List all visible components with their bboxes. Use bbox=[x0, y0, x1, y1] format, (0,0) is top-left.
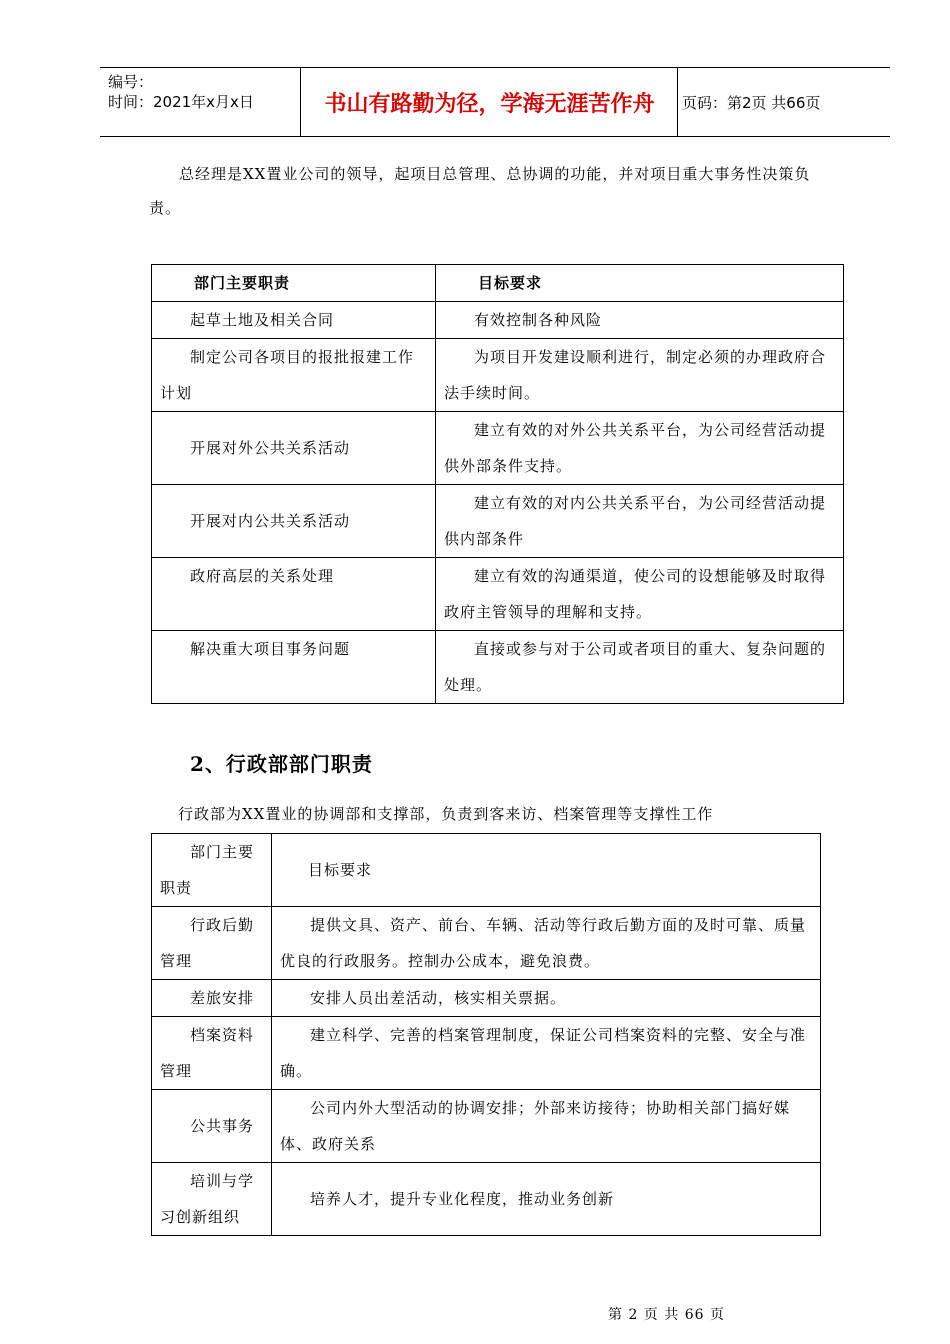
goal-cell: 建立有效的对外公共关系平台，为公司经营活动提供外部条件支持。 bbox=[436, 412, 844, 485]
table-row bbox=[152, 412, 844, 485]
header-divider bbox=[677, 68, 678, 136]
page-header bbox=[100, 67, 890, 137]
duty-cell: 开展对内公共关系活动 bbox=[152, 485, 436, 558]
header-motto: 书山有路勤为径，学海无涯苦作舟 bbox=[324, 91, 655, 117]
table-row bbox=[152, 1090, 821, 1163]
table-row bbox=[152, 631, 844, 704]
section-heading: 2、行政部部门职责 bbox=[190, 752, 373, 776]
duty-cell: 解决重大项目事务问题 bbox=[152, 631, 436, 704]
table-row bbox=[152, 558, 844, 631]
table-row bbox=[152, 1163, 821, 1236]
duty-cell: 培训与学习创新组织 bbox=[152, 1163, 272, 1236]
goal-cell: 建立有效的对内公共关系平台，为公司经营活动提供内部条件 bbox=[436, 485, 844, 558]
goal-cell: 安排人员出差活动，核实相关票据。 bbox=[272, 980, 821, 1017]
table-header-row bbox=[152, 834, 821, 907]
duty-cell: 政府高层的关系处理 bbox=[152, 558, 436, 631]
goal-cell: 培养人才，提升专业化程度，推动业务创新 bbox=[272, 1163, 821, 1236]
duty-cell: 开展对外公共关系活动 bbox=[152, 412, 436, 485]
table-header-cell: 部门主要职责 bbox=[152, 834, 272, 907]
table-row bbox=[152, 302, 844, 339]
table-header-cell: 目标要求 bbox=[436, 265, 844, 302]
duties-table-admin bbox=[151, 833, 821, 1236]
table-header-cell: 目标要求 bbox=[272, 834, 821, 907]
duty-cell: 差旅安排 bbox=[152, 980, 272, 1017]
goal-cell: 公司内外大型活动的协调安排；外部来访接待；协助相关部门搞好媒体、政府关系 bbox=[272, 1090, 821, 1163]
duty-cell: 行政后勤管理 bbox=[152, 907, 272, 980]
table-row bbox=[152, 1017, 821, 1090]
goal-cell: 为项目开发建设顺利进行，制定必须的办理政府合法手续时间。 bbox=[436, 339, 844, 412]
number-label: 编号： bbox=[108, 73, 154, 91]
goal-cell: 建立有效的沟通渠道，使公司的设想能够及时取得政府主管领导的理解和支持。 bbox=[436, 558, 844, 631]
goal-cell: 有效控制各种风险 bbox=[436, 302, 844, 339]
section-intro: 行政部为XX置业的协调部和支撑部，负责到客来访、档案管理等支撑性工作 bbox=[178, 805, 714, 823]
page-footer: 第 2 页 共 66 页 bbox=[608, 1307, 725, 1323]
table-header-cell: 部门主要职责 bbox=[152, 265, 436, 302]
header-page-info: 页码：第2页 共66页 bbox=[682, 94, 821, 112]
intro-paragraph: 总经理是XX置业公司的领导，起项目总管理、总协调的功能，并对项目重大事务性决策负责。 bbox=[149, 165, 811, 217]
duty-cell: 制定公司各项目的报批报建工作计划 bbox=[152, 339, 436, 412]
table-row bbox=[152, 339, 844, 412]
duties-table-general-manager bbox=[151, 264, 844, 704]
header-divider bbox=[300, 68, 301, 136]
header-meta bbox=[108, 72, 254, 112]
table-row bbox=[152, 907, 821, 980]
date-line: 时间：2021年x月x日 bbox=[108, 93, 254, 111]
goal-cell: 建立科学、完善的档案管理制度，保证公司档案资料的完整、安全与准确。 bbox=[272, 1017, 821, 1090]
duty-cell: 公共事务 bbox=[152, 1090, 272, 1163]
goal-cell: 直接或参与对于公司或者项目的重大、复杂问题的处理。 bbox=[436, 631, 844, 704]
duty-cell: 起草土地及相关合同 bbox=[152, 302, 436, 339]
table-header-row bbox=[152, 265, 844, 302]
table-row bbox=[152, 485, 844, 558]
goal-cell: 提供文具、资产、前台、车辆、活动等行政后勤方面的及时可靠、质量优良的行政服务。控制办公成本，避免浪费。 bbox=[272, 907, 821, 980]
duty-cell: 档案资料管理 bbox=[152, 1017, 272, 1090]
table-row bbox=[152, 980, 821, 1017]
